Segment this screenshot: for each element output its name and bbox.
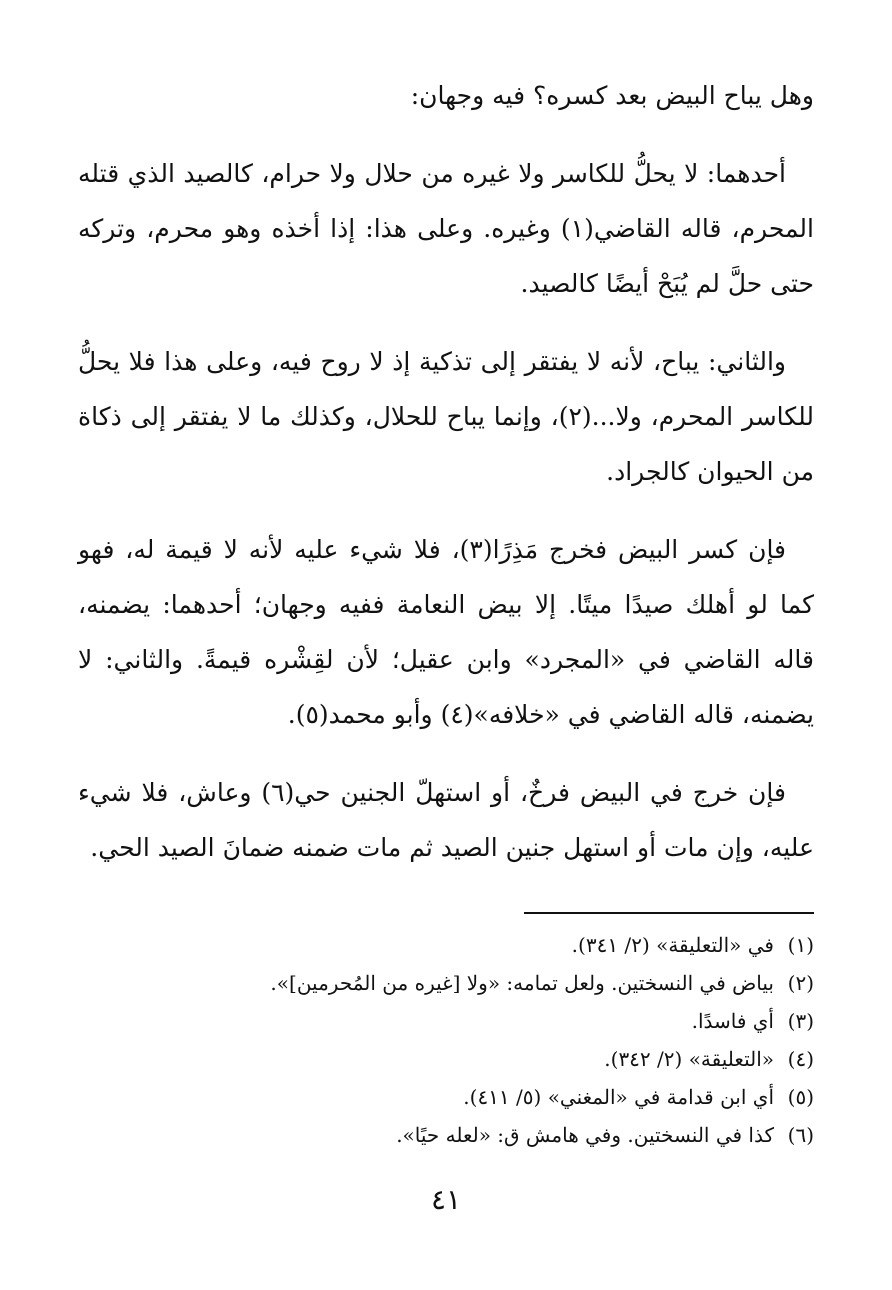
paragraph-spoiled-egg: فإن كسر البيض فخرج مَذِرًا(٣)، فلا شيء عليه لأنه لا قيمة له، فهو كما لو أهلك صيدًا ميتًا. إلا بيض النعامة ففيه وجهان؛ أحدهما: يضمنه، قاله القاضي في «المجرد» وابن عقيل؛ لأن لقِشْره قيمةً. والثاني: لا يضمنه، قاله القاضي في «خلافه»(٤) وأبو محمد(٥). bbox=[78, 535, 814, 729]
footnote-text: «التعليقة» (٢/ ٣٤٢). bbox=[604, 1047, 774, 1071]
footnote-item bbox=[78, 926, 814, 964]
paragraph-second-view: والثاني: يباح، لأنه لا يفتقر إلى تذكية إذ لا روح فيه، وعلى هذا فلا يحلُّ للكاسر المحرم، ولا...(٢)، وإنما يباح للحلال، وكذلك ما لا يفتقر إلى ذكاة من الحيوان كالجراد. bbox=[78, 347, 815, 486]
footnote-number: (٢) bbox=[787, 971, 814, 995]
footnote-text: أي ابن قدامة في «المغني» (٥/ ٤١١). bbox=[463, 1085, 774, 1109]
paragraph-question: وهل يباح البيض بعد كسره؟ فيه وجهان: bbox=[410, 81, 814, 110]
footnote-item bbox=[78, 964, 814, 1002]
footnote-item bbox=[78, 1002, 814, 1040]
footnote-number: (٤) bbox=[787, 1047, 814, 1071]
footnote-text: كذا في النسختين. وفي هامش ق: «لعله حيًا». bbox=[396, 1123, 774, 1147]
footnote-text: أي فاسدًا. bbox=[691, 1009, 774, 1033]
paragraph-first-view: أحدهما: لا يحلُّ للكاسر ولا غيره من حلال ولا حرام، كالصيد الذي قتله المحرم، قاله القاضي(١) وغيره. وعلى هذا: إذا أخذه وهو محرم، وتركه حتى حلَّ لم يُبَحْ أيضًا كالصيد. bbox=[78, 159, 814, 298]
paragraph-chick: فإن خرج في البيض فرخٌ، أو استهلّ الجنين حي(٦) وعاش، فلا شيء عليه، وإن مات أو استهل جنين الصيد ثم مات ضمنه ضمانَ الصيد الحي. bbox=[78, 778, 814, 862]
footnotes bbox=[78, 926, 814, 1154]
footnote-number: (٣) bbox=[787, 1009, 814, 1033]
footnote-item bbox=[78, 1040, 814, 1078]
main-text bbox=[78, 68, 814, 898]
footnote-item bbox=[78, 1078, 814, 1116]
footnote-divider bbox=[524, 912, 814, 914]
footnote-number: (١) bbox=[787, 933, 814, 957]
footnote-number: (٥) bbox=[787, 1085, 814, 1109]
footnote-text: بياض في النسختين. ولعل تمامه: «ولا [غيره من المُحرمين]». bbox=[270, 971, 774, 995]
footnote-text: في «التعليقة» (٢/ ٣٤١). bbox=[571, 933, 774, 957]
page-number: ٤١ bbox=[430, 1183, 462, 1216]
footnote-number: (٦) bbox=[787, 1123, 814, 1147]
footnote-item bbox=[78, 1116, 814, 1154]
